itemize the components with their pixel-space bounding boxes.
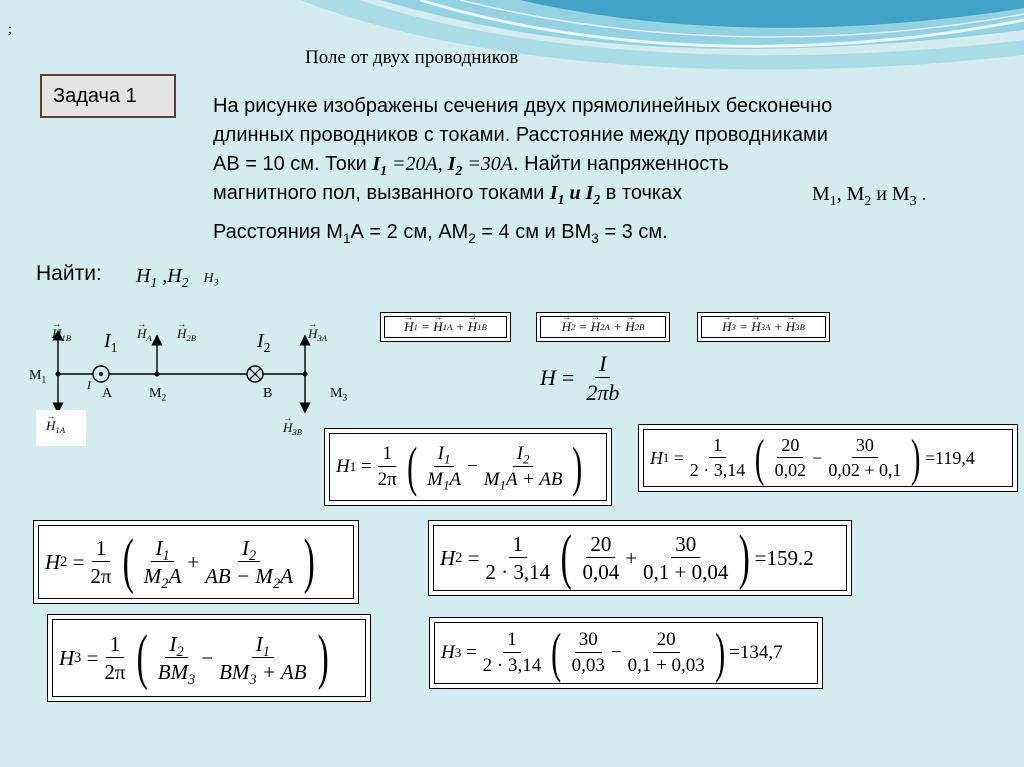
problem-line-3 xyxy=(213,150,832,179)
problem-text: магнитного пол, вызванного токами xyxy=(213,182,550,204)
label-h1a: → $H_{1А}$ xyxy=(46,418,65,434)
current-symbol: I xyxy=(372,153,381,175)
page-title: Поле от двух проводников xyxy=(305,47,519,68)
numeric-h3: H 3 = $\frac{1}{2 \cdot 3,14}$ ( $\frac{30}{0,03}$ − $\frac{20}{0,1 + 0,03}$ ) =134,7 xyxy=(429,617,823,689)
formula-h3: H 3 = $\frac{1}{2\pi}$ ( $\frac{I_2}{BM_3}$ − $\frac{I_1}{BM_3 + AB}$ ) xyxy=(47,614,371,702)
problem-line-1: На рисунке изображены сечения двух прямолинейных бесконечно xyxy=(213,95,833,117)
label-i2: $I_2$ xyxy=(257,330,271,355)
current-symbol: I xyxy=(549,182,558,204)
m2-point xyxy=(155,372,160,377)
points-list: $М_1$, $М_2$ и $М_3$ . xyxy=(812,183,927,208)
task-label-box xyxy=(40,74,176,118)
label-a: A xyxy=(102,386,113,401)
subscript: 1 xyxy=(557,191,565,207)
label-i1: $I_1$ xyxy=(104,330,118,355)
numeric-h1: H 1 = $\frac{1}{2 \cdot 3,14}$ ( $\frac{20}{0,02}$ − $\frac{30}{0,02 + 0,1}$ ) =119,4 xyxy=(638,424,1018,492)
sum-equation-2: → H 2 = → H 2А + → H 2В xyxy=(536,312,670,342)
problem-statement xyxy=(213,92,832,247)
label-m3: $M_3$ xyxy=(330,386,348,404)
m1-point xyxy=(56,372,61,377)
find-label: Найти: xyxy=(36,262,102,285)
label-h2b: → $H_{2В}$ xyxy=(177,326,196,342)
general-formula: H = $\frac{I}{2\pi b}$ xyxy=(540,351,620,406)
formula-h1: H 1 = $\frac{1}{2\pi}$ ( $\frac{I_1}{M_1A}$ − $\frac{I_2}{M_1A + AB}$ ) xyxy=(324,428,612,506)
sum-equation-3: → H 3 = → H 3А + → H 3В xyxy=(697,312,830,342)
conductor-a-dot xyxy=(99,372,103,376)
label-b: B xyxy=(263,386,273,401)
problem-text: АВ = 10 см. Токи xyxy=(213,153,373,175)
current-symbol: I xyxy=(447,153,456,175)
label-h3b: → $H_{3В}$ xyxy=(283,420,302,436)
sum-equation-1: → H 1 = → H 1А + → H 1В xyxy=(380,312,511,342)
formula-h2: H 2 = $\frac{1}{2\pi}$ ( $\frac{I_1}{M_2A}$ + $\frac{I_2}{AB - M_2A}$ ) xyxy=(33,520,359,604)
current-symbol: I xyxy=(585,182,594,204)
label-h1b: → $H_{1В}$ xyxy=(52,326,71,342)
label-m1: $M_1$ xyxy=(29,368,47,386)
problem-line-5: Расстояния $М_1А = 2$ см, $АМ_2 = 4$ см и $ВМ_3 = 3$ см. xyxy=(213,221,668,246)
m3-point xyxy=(303,372,308,377)
subscript: 2 xyxy=(593,191,601,207)
problem-text: . Найти напряженность xyxy=(513,153,729,175)
problem-line-4 xyxy=(213,179,832,208)
label-ha: → $H_А$ xyxy=(137,326,152,342)
find-quantities: $H_1$ $,H_2$ $H_3$ xyxy=(136,265,219,290)
label-small-i: I xyxy=(87,378,91,392)
semicolon-mark: ; xyxy=(8,22,12,37)
current-value: =20А, xyxy=(387,153,448,175)
problem-line-2: длинных проводников с токами. Расстояние между проводниками xyxy=(213,124,828,146)
task-label: Задача 1 xyxy=(53,85,137,107)
conjunction: и xyxy=(564,182,586,204)
numeric-h2: H 2 = $\frac{1}{2 \cdot 3,14}$ ( $\frac{20}{0,04}$ + $\frac{30}{0,1 + 0,04}$ ) =159.2 xyxy=(428,520,852,596)
label-m2: $M_2$ xyxy=(149,386,167,404)
problem-text: в точках xyxy=(600,182,683,204)
subscript: 2 xyxy=(455,162,463,178)
subscript: 1 xyxy=(380,162,387,178)
label-h3a: → $H_{3А}$ xyxy=(308,326,327,342)
current-value: =30А xyxy=(462,153,514,175)
